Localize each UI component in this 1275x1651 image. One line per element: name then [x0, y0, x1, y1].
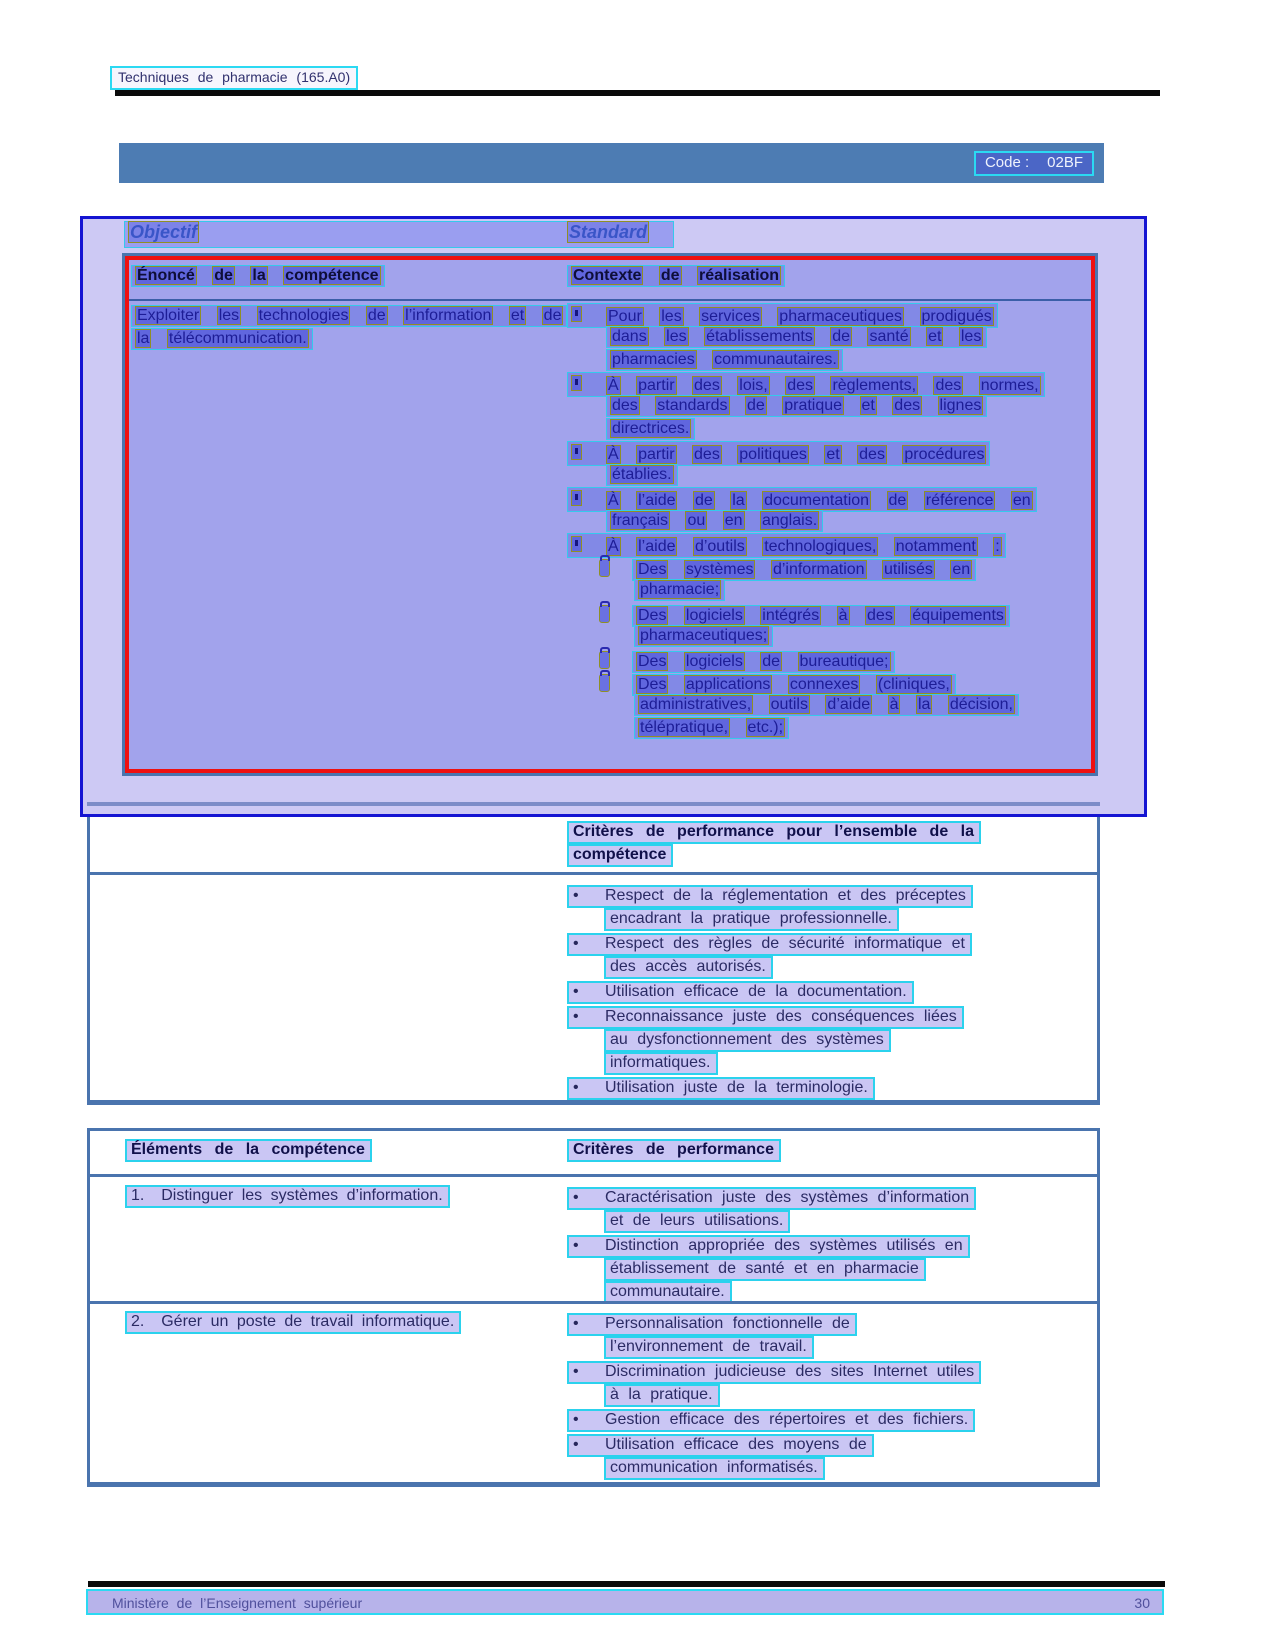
word-highlight: décision, [949, 696, 1013, 713]
word-highlight: des [787, 377, 813, 394]
bullet-icon: • [573, 983, 579, 1000]
line-text [606, 376, 1041, 395]
table3-header-right [567, 1139, 781, 1162]
table-criteres-ensemble [87, 817, 1100, 1105]
word-highlight: pharmacies [612, 351, 695, 368]
word-highlight: communautaires. [714, 351, 837, 368]
line-text [638, 580, 721, 599]
word-highlight: les [218, 307, 240, 324]
line-text [610, 511, 819, 530]
table2-top-border-muted [87, 802, 1100, 806]
header-cell-elements: Éléments de la compétence [125, 1139, 372, 1162]
word-highlight: référence [925, 492, 994, 509]
word-highlight: réalisation [699, 267, 780, 284]
sub-bullet-icon [599, 674, 610, 692]
word-highlight: de [832, 328, 851, 345]
line-text [610, 465, 674, 484]
footer-ministry: Ministère de l’Enseignement supérieur [112, 1595, 363, 1611]
sub-bullet-icon [599, 605, 610, 623]
table2-header-separator [90, 872, 1097, 875]
text-line [567, 1258, 976, 1281]
line-text [135, 306, 563, 325]
word-highlight: Standard [569, 222, 648, 242]
word-highlight: partir [638, 446, 675, 463]
text-line [567, 510, 1092, 533]
word-highlight: des [894, 397, 921, 414]
word-highlight: à [838, 607, 848, 624]
word-highlight: logiciels [685, 653, 743, 670]
code-badge [974, 151, 1094, 176]
word-highlight: technologies [258, 307, 349, 324]
word-highlight: anglais. [761, 512, 818, 529]
text-line [567, 1029, 973, 1052]
line-text: à la pratique. [610, 1386, 713, 1403]
line-text: au dysfonctionnement des systèmes [610, 1031, 884, 1048]
word-highlight: technologiques, [764, 538, 877, 555]
line-text: Utilisation efficace des moyens de [605, 1436, 867, 1453]
text-line [567, 349, 1092, 372]
word-highlight: et [928, 328, 942, 345]
word-highlight: à [889, 696, 899, 713]
header-cell-criteres: Critères de performance [567, 1139, 781, 1162]
text-line [567, 1052, 973, 1075]
sub-bullet-icon [599, 559, 610, 577]
word-highlight: des [859, 446, 885, 463]
word-highlight: Énoncé [137, 267, 195, 284]
line-text: et de leurs utilisations. [610, 1212, 784, 1229]
header-rule [115, 90, 1160, 96]
line-text [606, 307, 994, 326]
word-highlight: À [608, 446, 619, 463]
table-enonce-contexte [125, 256, 1095, 773]
word-highlight: Des [638, 561, 667, 578]
line-text: communication informatisés. [610, 1459, 818, 1476]
word-highlight: compétence [285, 267, 379, 284]
word-highlight: en [1012, 492, 1031, 509]
text-line [567, 821, 981, 844]
line-text: Respect de la réglementation et des préceptes [605, 887, 966, 904]
line-text: Reconnaissance juste des conséquences liées [605, 1008, 957, 1025]
text-line [567, 1361, 981, 1384]
text-line [567, 717, 1092, 740]
line-text [638, 695, 1015, 714]
text-line [567, 579, 1092, 602]
text-line [567, 1409, 981, 1432]
text-line [567, 671, 1092, 694]
element-2-label [125, 1311, 461, 1334]
word-highlight: pharmaceutiques [779, 308, 903, 325]
line-text [610, 327, 983, 346]
word-highlight: normes, [980, 377, 1039, 394]
word-highlight: les [661, 308, 682, 325]
element-1-label [125, 1185, 450, 1208]
bullet-icon: • [573, 1008, 579, 1025]
word-highlight: bureautique; [799, 653, 889, 670]
word-highlight: Contexte [573, 267, 642, 284]
word-highlight: l’information [405, 307, 492, 324]
line-text [638, 626, 769, 645]
text-line [567, 625, 1092, 648]
word-highlight: et [826, 446, 840, 463]
word-highlight: Des [638, 676, 667, 693]
word-highlight: utilisés [884, 561, 933, 578]
table3-header-left [125, 1139, 372, 1162]
line-text [638, 718, 785, 737]
word-highlight: de [762, 653, 781, 670]
word-highlight: l’aide [638, 538, 676, 555]
word-highlight: Exploiter [137, 307, 200, 324]
word-highlight: etc.); [747, 719, 784, 736]
word-highlight: lignes [939, 397, 982, 414]
word-highlight: pratique [784, 397, 843, 414]
text-line [567, 908, 973, 931]
word-highlight: établissements [706, 328, 813, 345]
line-text [606, 445, 986, 464]
text-line [567, 1077, 973, 1100]
line-text: compétence [573, 846, 667, 863]
text-line [567, 981, 973, 1004]
header-cell-contexte [567, 265, 785, 287]
bullet-icon: • [573, 1237, 579, 1254]
word-highlight: pharmacie; [640, 581, 720, 598]
text-line [567, 556, 1092, 579]
word-highlight: l’aide [638, 492, 676, 509]
line-text: établissement de santé et en pharmacie [610, 1260, 919, 1277]
line-text: l’environnement de travail. [610, 1338, 807, 1355]
text-line [567, 326, 1092, 349]
word-highlight: la [252, 267, 266, 284]
bullet-icon: • [573, 1411, 579, 1428]
word-highlight: des [694, 446, 720, 463]
bullet-icon: • [573, 887, 579, 904]
annotation-overlay [80, 216, 1147, 817]
word-highlight: des [694, 377, 720, 394]
word-highlight: : [995, 538, 1000, 555]
table1-header-left [131, 265, 385, 287]
line-text: informatiques. [610, 1054, 711, 1071]
line-text [636, 606, 1006, 625]
line-text: communautaire. [610, 1283, 725, 1300]
line-text: des accès autorisés. [610, 958, 766, 975]
word-highlight: règlements, [832, 377, 917, 394]
line-text [610, 396, 983, 415]
word-highlight: À [608, 377, 619, 394]
bullet-icon [571, 306, 582, 322]
line-text [135, 329, 309, 348]
text-line [125, 1185, 450, 1208]
table-elements-criteres [87, 1128, 1100, 1487]
word-highlight: la [917, 696, 931, 713]
table1-header-row [129, 260, 1091, 301]
line-text [636, 675, 952, 694]
word-highlight: des [612, 397, 638, 414]
line-text [636, 652, 891, 671]
word-highlight: Objectif [130, 222, 198, 242]
heading-standard [567, 222, 649, 243]
element-2-criteria-list [567, 1311, 981, 1480]
line-text [606, 491, 1033, 510]
bullet-icon [571, 536, 582, 552]
text-line [567, 533, 1092, 556]
line-text: Gestion efficace des répertoires et des fichiers. [605, 1411, 969, 1428]
word-highlight: lois, [739, 377, 768, 394]
word-highlight: de [660, 267, 680, 284]
word-highlight: À [608, 492, 619, 509]
line-text: encadrant la pratique professionnelle. [610, 910, 892, 927]
word-highlight: Pour [608, 308, 642, 325]
bullet-icon: • [573, 1079, 579, 1096]
word-highlight: d’outils [694, 538, 745, 555]
footer-page-number: 30 [1134, 1595, 1150, 1611]
word-highlight: procédures [904, 446, 985, 463]
text-line [131, 305, 565, 328]
word-highlight: télépratique, [640, 719, 729, 736]
word-highlight: et [861, 397, 875, 414]
text-line [125, 1311, 461, 1334]
text-line [567, 303, 1092, 326]
word-highlight: établies. [612, 466, 672, 483]
heading-objectif [128, 222, 199, 243]
text-line [567, 372, 1092, 395]
word-highlight: Des [638, 653, 667, 670]
text-line [567, 395, 1092, 418]
bullet-icon [571, 490, 582, 506]
line-text: Caractérisation juste des systèmes d’information [605, 1189, 970, 1206]
line-text [606, 537, 1002, 556]
word-highlight: directrices. [612, 420, 690, 437]
word-highlight: connexes [789, 676, 859, 693]
footer-bar [86, 1589, 1164, 1615]
word-highlight: documentation [764, 492, 870, 509]
text-line [567, 464, 1092, 487]
line-text: Utilisation juste de la terminologie. [605, 1079, 868, 1096]
text-line [567, 1384, 981, 1407]
word-highlight: la [732, 492, 745, 509]
word-highlight: politiques [739, 446, 807, 463]
word-highlight: des [935, 377, 962, 394]
line-text: 1. Distinguer les systèmes d’information. [131, 1187, 443, 1204]
text-line [567, 1235, 976, 1258]
table1-header-right [567, 265, 785, 287]
text-line [567, 1457, 981, 1480]
table2-criteria-list [567, 883, 973, 1100]
word-highlight: notamment [895, 538, 976, 555]
word-highlight: équipements [912, 607, 1004, 624]
word-highlight: de [694, 492, 713, 509]
banner-bar [119, 143, 1104, 183]
line-text: Discrimination judicieuse des sites Internet utiles [605, 1363, 975, 1380]
text-line [567, 933, 973, 956]
word-highlight: applications [685, 676, 771, 693]
line-text: Respect des règles de sécurité informatique et [605, 935, 965, 952]
word-highlight: de [214, 267, 233, 284]
line-text: Personnalisation fonctionnelle de [605, 1315, 850, 1332]
word-highlight: standards [657, 397, 728, 414]
word-highlight: santé [869, 328, 909, 345]
word-highlight: les [666, 328, 687, 345]
word-highlight: pharmaceutiques; [640, 627, 768, 644]
text-line [567, 694, 1092, 717]
word-highlight: (cliniques, [877, 676, 950, 693]
word-highlight: outils [770, 696, 808, 713]
line-text: Distinction appropriée des systèmes utilisés en [605, 1237, 963, 1254]
context-realisation-list [567, 303, 1092, 740]
word-highlight: prodigués [921, 308, 992, 325]
word-highlight: de [888, 492, 907, 509]
code-label: Code : [984, 154, 1030, 171]
word-highlight: d’aide [827, 696, 871, 713]
bullet-icon: • [573, 935, 579, 952]
word-highlight: d’information [772, 561, 865, 578]
code-value: 02BF [1047, 154, 1083, 171]
text-line [131, 328, 565, 351]
header-cell-enonce [131, 265, 385, 287]
word-highlight: les [960, 328, 982, 345]
word-highlight: systèmes [685, 561, 754, 578]
text-line [567, 1187, 976, 1210]
text-line [567, 1336, 981, 1359]
text-line [567, 1006, 973, 1029]
bullet-icon: • [573, 1189, 579, 1206]
word-highlight: ou [687, 512, 706, 529]
sub-bullet-icon [599, 651, 610, 669]
text-line [567, 1434, 981, 1457]
line-text [610, 419, 691, 438]
table2-header [567, 821, 981, 867]
word-highlight: partir [638, 377, 675, 394]
text-line [567, 956, 973, 979]
word-highlight: télécommunication. [168, 330, 307, 347]
footer-rule [88, 1581, 1165, 1587]
word-highlight: administratives, [640, 696, 752, 713]
competence-statement-list [131, 305, 565, 351]
element-1-criteria-list [567, 1185, 976, 1304]
word-highlight: des [867, 607, 893, 624]
text-line [567, 602, 1092, 625]
table3-row-separator [90, 1301, 1097, 1304]
text-line [567, 487, 1092, 510]
line-text [610, 350, 839, 369]
line-text: Critères de performance pour l’ensemble de la [573, 823, 975, 840]
word-highlight: À [608, 538, 619, 555]
text-line [567, 648, 1092, 671]
line-text: Utilisation efficace de la documentation. [605, 983, 907, 1000]
text-line [567, 1313, 981, 1336]
word-highlight: français [612, 512, 669, 529]
word-highlight: logiciels [685, 607, 743, 624]
bullet-icon: • [573, 1315, 579, 1332]
text-line [567, 844, 981, 867]
text-line [567, 1210, 976, 1233]
word-highlight: intégrés [762, 607, 820, 624]
word-highlight: la [137, 330, 150, 347]
table3-header-separator [90, 1174, 1097, 1177]
word-highlight: en [724, 512, 743, 529]
word-highlight: de [543, 307, 562, 324]
running-header: Techniques de pharmacie (165.A0) [110, 66, 358, 90]
bullet-icon: • [573, 1436, 579, 1453]
text-line [567, 885, 973, 908]
word-highlight: dans [612, 328, 647, 345]
text-line [567, 441, 1092, 464]
word-highlight: services [701, 308, 760, 325]
bullet-icon [571, 375, 582, 391]
word-highlight: et [510, 307, 525, 324]
text-line [567, 418, 1092, 441]
bullet-icon: • [573, 1363, 579, 1380]
word-highlight: de [746, 397, 765, 414]
word-highlight: en [952, 561, 971, 578]
word-highlight: de [367, 307, 386, 324]
line-text [636, 560, 972, 579]
line-text: 2. Gérer un poste de travail informatique. [131, 1313, 455, 1330]
word-highlight: Des [638, 607, 667, 624]
bullet-icon [571, 444, 582, 460]
